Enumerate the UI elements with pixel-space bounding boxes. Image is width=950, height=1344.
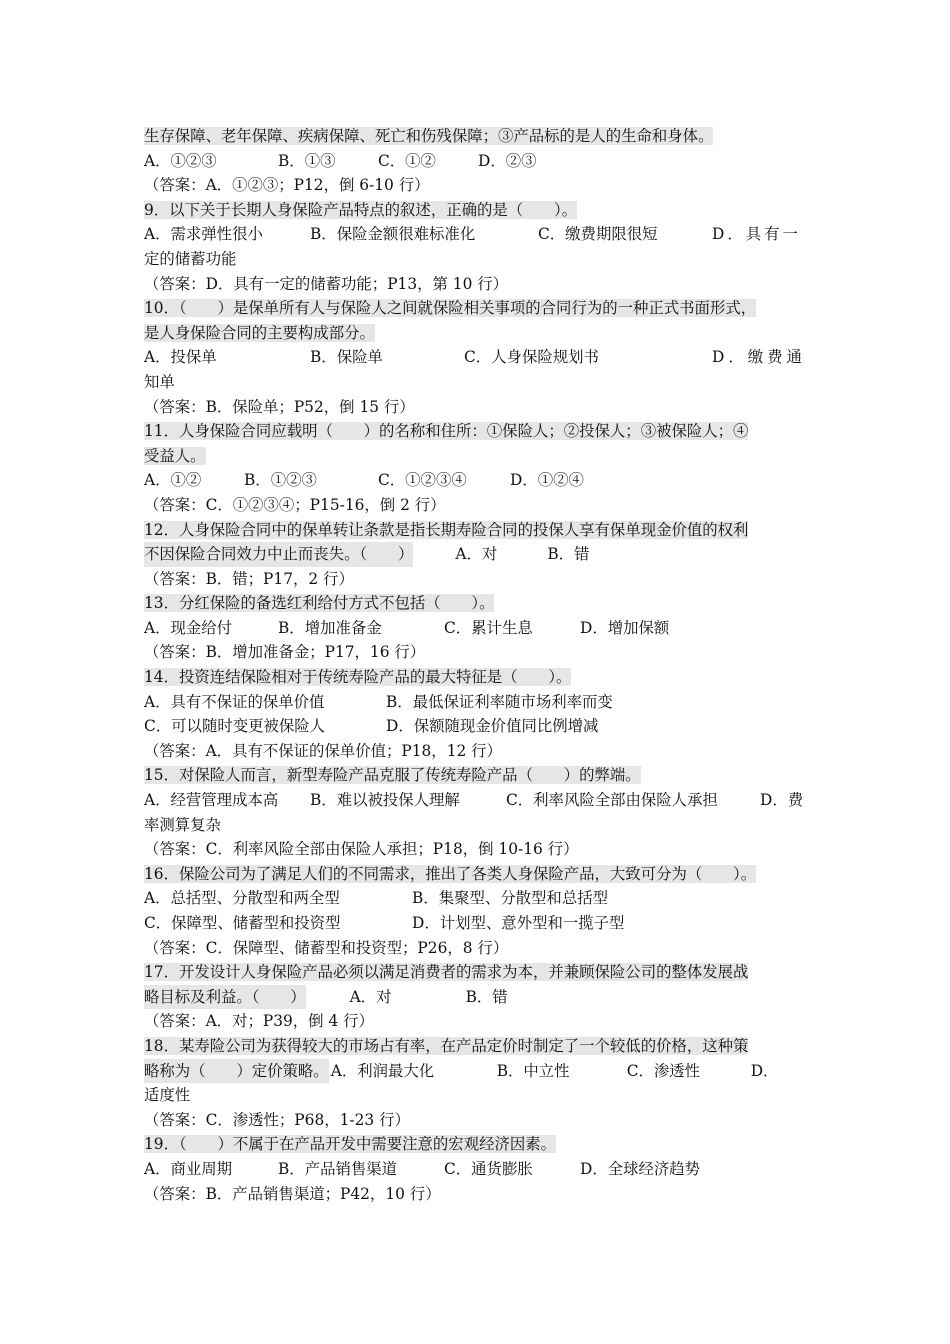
question-11-stem-line1: 11．人身保险合同应载明（ ）的名称和住所：①保险人；②投保人；③被保险人；④ (144, 422, 749, 441)
option-b: B．最低保证利率随市场利率而变 (386, 692, 613, 711)
question-14-options-row2 (144, 714, 812, 739)
option-d: D．缴费通 (712, 348, 806, 367)
question-8-options (144, 149, 812, 174)
question-16-options-row2 (144, 911, 812, 936)
option-a: A．利润最大化 (330, 1061, 435, 1080)
option-b: B．保险金额很难标准化 (310, 225, 476, 244)
option-d: D．①②④ (510, 471, 584, 490)
question-11-options (144, 468, 812, 493)
option-b: B．错 (465, 987, 508, 1006)
option-d: D．增加保额 (580, 618, 670, 637)
question-14-answer: （答案：A．具有不保证的保单价值；P18，12 行） (144, 741, 502, 760)
option-d: D．计划型、意外型和一揽子型 (412, 914, 625, 932)
option-a: A．投保单 (144, 348, 217, 367)
question-11-answer: （答案：C．①②③④；P15-16，倒 2 行） (144, 495, 446, 514)
option-c: C．①② (378, 151, 436, 170)
option-d: D．费 (760, 791, 804, 810)
question-14-stem: 14．投资连结保险相对于传统寿险产品的最大特征是（ ）。 (144, 668, 572, 687)
option-a: A．①② (144, 471, 202, 490)
question-10-option-wrap: 知单 (144, 372, 175, 391)
option-c: C．①②③④ (378, 471, 467, 490)
question-9-stem: 9．以下关于长期人身保险产品特点的叙述，正确的是（ ）。 (144, 200, 578, 219)
question-16-stem: 16．保险公司为了满足人们的不同需求，推出了各类人身保险产品，大致可分为（ ）。 (144, 864, 757, 883)
option-a: A．经营管理成本高 (144, 791, 279, 810)
option-d: D．保额随现金价值同比例增减 (386, 717, 599, 736)
question-10-options (144, 345, 812, 370)
option-c: C．缴费期限很短 (538, 225, 658, 244)
question-15-option-wrap: 率测算复杂 (144, 815, 221, 834)
question-17-answer: （答案：A．对；P39，倒 4 行） (144, 1012, 374, 1031)
question-19-answer: （答案：B．产品销售渠道；P42，10 行） (144, 1184, 441, 1203)
option-c: C．人身保险规划书 (464, 348, 599, 367)
question-18-answer: （答案：C．渗透性；P68，1-23 行） (144, 1110, 410, 1129)
question-15-stem: 15．对保险人而言，新型寿险产品克服了传统寿险产品（ ）的弊端。 (144, 766, 641, 785)
option-a: A．商业周期 (144, 1159, 233, 1178)
question-19-options (144, 1157, 812, 1182)
option-b: B．①③ (278, 151, 336, 170)
option-a: A．对 (349, 987, 392, 1006)
question-16-answer: （答案：C．保障型、储蓄型和投资型；P26，8 行） (144, 938, 509, 957)
question-17-stem-line1: 17．开发设计人身保险产品必须以满足消费者的需求为本，并兼顾保险公司的整体发展战 (144, 963, 749, 982)
option-a: A．现金给付 (144, 618, 233, 637)
option-c: C．渗透性 (626, 1061, 701, 1080)
option-a: A．需求弹性很小 (144, 225, 263, 244)
question-15-answer: （答案：C．利率风险全部由保险人承担；P18，倒 10-16 行） (144, 840, 579, 859)
option-d: D．全球经济趋势 (580, 1159, 701, 1178)
option-c: C．可以随时变更被保险人 (144, 717, 326, 736)
question-12-stem-line1: 12．人身保险合同中的保单转让条款是指长期寿险合同的投保人享有保单现金价值的权利 (144, 520, 749, 539)
question-8-answer: （答案：A．①②③；P12，倒 6-10 行） (144, 176, 430, 195)
option-b: B．中立性 (496, 1061, 570, 1080)
question-11-stem-line2: 受益人。 (144, 446, 206, 465)
question-13-options (144, 616, 812, 641)
option-b: B．保险单 (310, 348, 383, 367)
question-18-option-wrap: 适度性 (144, 1086, 191, 1105)
option-d: D．②③ (478, 151, 537, 170)
option-a: A．①②③ (144, 151, 217, 170)
option-d: D．具有一 (712, 225, 801, 244)
question-14-options-row1 (144, 690, 812, 715)
question-13-answer: （答案：B．增加准备金；P17，16 行） (144, 643, 426, 662)
question-9-answer: （答案：D．具有一定的储蓄功能；P13，第 10 行） (144, 274, 509, 293)
option-a: A．对 (455, 545, 498, 564)
option-c: C．累计生息 (444, 618, 533, 637)
question-10-stem-line2: 是人身保险合同的主要构成部分。 (144, 323, 375, 342)
option-c: C．利率风险全部由保险人承担 (506, 791, 718, 810)
option-b: B．难以被投保人理解 (310, 791, 460, 810)
question-16-options-row1 (144, 886, 812, 911)
option-a: A．具有不保证的保单价值 (144, 692, 325, 711)
question-17-stem-line2: 略目标及利益。（ ） A．对 B．错 (144, 985, 812, 1010)
question-18-stem-line2: 略称为（ ）定价策略。 A．利润最大化 B．中立性 C．渗透性 D． (144, 1059, 812, 1084)
question-8-stem: 生存保障、老年保障、疾病保障、死亡和伤残保障；③产品标的是人的生命和身体。 (144, 127, 714, 145)
question-18-stem-line1: 18．某寿险公司为获得较大的市场占有率，在产品定价时制定了一个较低的价格，这种策 (144, 1036, 749, 1055)
question-10-answer: （答案：B．保险单；P52，倒 15 行） (144, 397, 415, 416)
question-12-stem-line2: 不因保险合同效力中止而丧失。（ ） A．对 B．错 (144, 542, 812, 567)
question-13-stem: 13．分红保险的备选红利给付方式不包括（ ）。 (144, 594, 495, 613)
option-b: B．错 (547, 545, 590, 564)
option-c: C．通货膨胀 (444, 1159, 533, 1178)
question-9-option-wrap: 定的储蓄功能 (144, 249, 237, 268)
option-d: D． (750, 1061, 779, 1080)
option-a: A．总括型、分散型和两全型 (144, 889, 340, 908)
question-10-stem-line1: 10．（ ）是保单所有人与保险人之间就保险相关事项的合同行为的一种正式书面形式， (144, 299, 757, 318)
option-b: B．①②③ (244, 471, 317, 490)
option-c: C．保障型、储蓄型和投资型 (144, 914, 341, 932)
question-19-stem: 19．（ ）不属于在产品开发中需要注意的宏观经济因素。 (144, 1135, 557, 1154)
option-b: B．增加准备金 (278, 618, 382, 637)
option-b: B．集聚型、分散型和总括型 (412, 889, 608, 908)
question-15-options (144, 788, 812, 813)
document-body (144, 124, 812, 1206)
question-9-options (144, 222, 812, 247)
option-b: B．产品销售渠道 (278, 1159, 398, 1178)
question-12-answer: （答案：B．错；P17，2 行） (144, 569, 354, 588)
